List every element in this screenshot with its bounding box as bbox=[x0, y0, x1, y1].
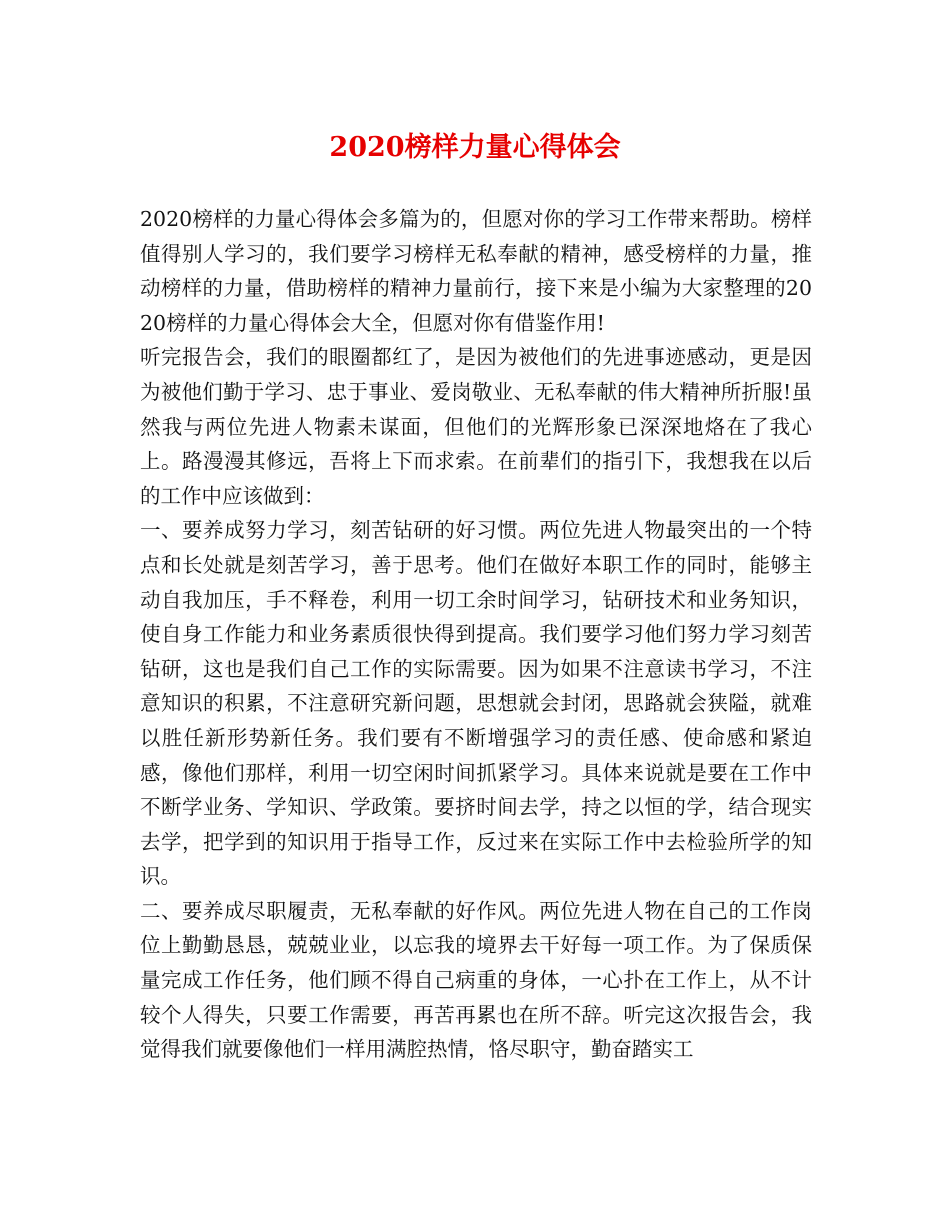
paragraph-report-reflection: 听完报告会，我们的眼圈都红了，是因为被他们的先进事迹感动，更是因为被他们勤于学习、忠于事业、爱岗敬业、无私奉献的伟大精神所折服!虽然我与两位先进人物素未谋面，但他们的光辉形象已深深地烙在了我心上。路漫漫其修远，吾将上下而求索。在前辈们的指引下，我想我在以后的工作中应该做到： bbox=[140, 345, 812, 508]
paragraph-point-two: 二、要养成尽职履责，无私奉献的好作风。两位先进人物在自己的工作岗位上勤勤恳恳，兢兢业业，以忘我的境界去干好每一项工作。为了保质保量完成工作任务，他们顾不得自己病重的身体，一心扑在工作上，从不计较个人得失，只要工作需要，再苦再累也在所不辞。听完这次报告会，我觉得我们就要像他们一样用满腔热情，恪尽职守，勤奋踏实工 bbox=[140, 898, 812, 1062]
paragraph-intro: 2020榜样的力量心得体会多篇为的，但愿对你的学习工作带来帮助。榜样值得别人学习的，我们要学习榜样无私奉献的精神，感受榜样的力量，推动榜样的力量，借助榜样的精神力量前行，接下来是小编为大家整理的2020榜样的力量心得体会大全，但愿对你有借鉴作用! bbox=[140, 207, 812, 335]
document-body bbox=[140, 202, 812, 1067]
document-title: 2020榜样力量心得体会 bbox=[329, 132, 621, 163]
paragraph-point-one: 一、要养成努力学习，刻苦钻研的好习惯。两位先进人物最突出的一个特点和长处就是刻苦学习，善于思考。他们在做好本职工作的同时，能够主动自我加压，手不释卷，利用一切工余时间学习，钻研技术和业务知识，使自身工作能力和业务素质很快得到提高。我们要学习他们努力学习刻苦钻研，这也是我们自己工作的实际需要。因为如果不注意读书学习，不注意知识的积累，不注意研究新问题，思想就会封闭，思路就会狭隘，就难以胜任新形势新任务。我们要有不断增强学习的责任感、使命感和紧迫感，像他们那样，利用一切空闲时间抓紧学习。具体来说就是要在工作中不断学业务、学知识、学政策。要挤时间去学，持之以恒的学，结合现实去学，把学到的知识用于指导工作，反过来在实际工作中去检验所学的知识。 bbox=[140, 518, 812, 889]
